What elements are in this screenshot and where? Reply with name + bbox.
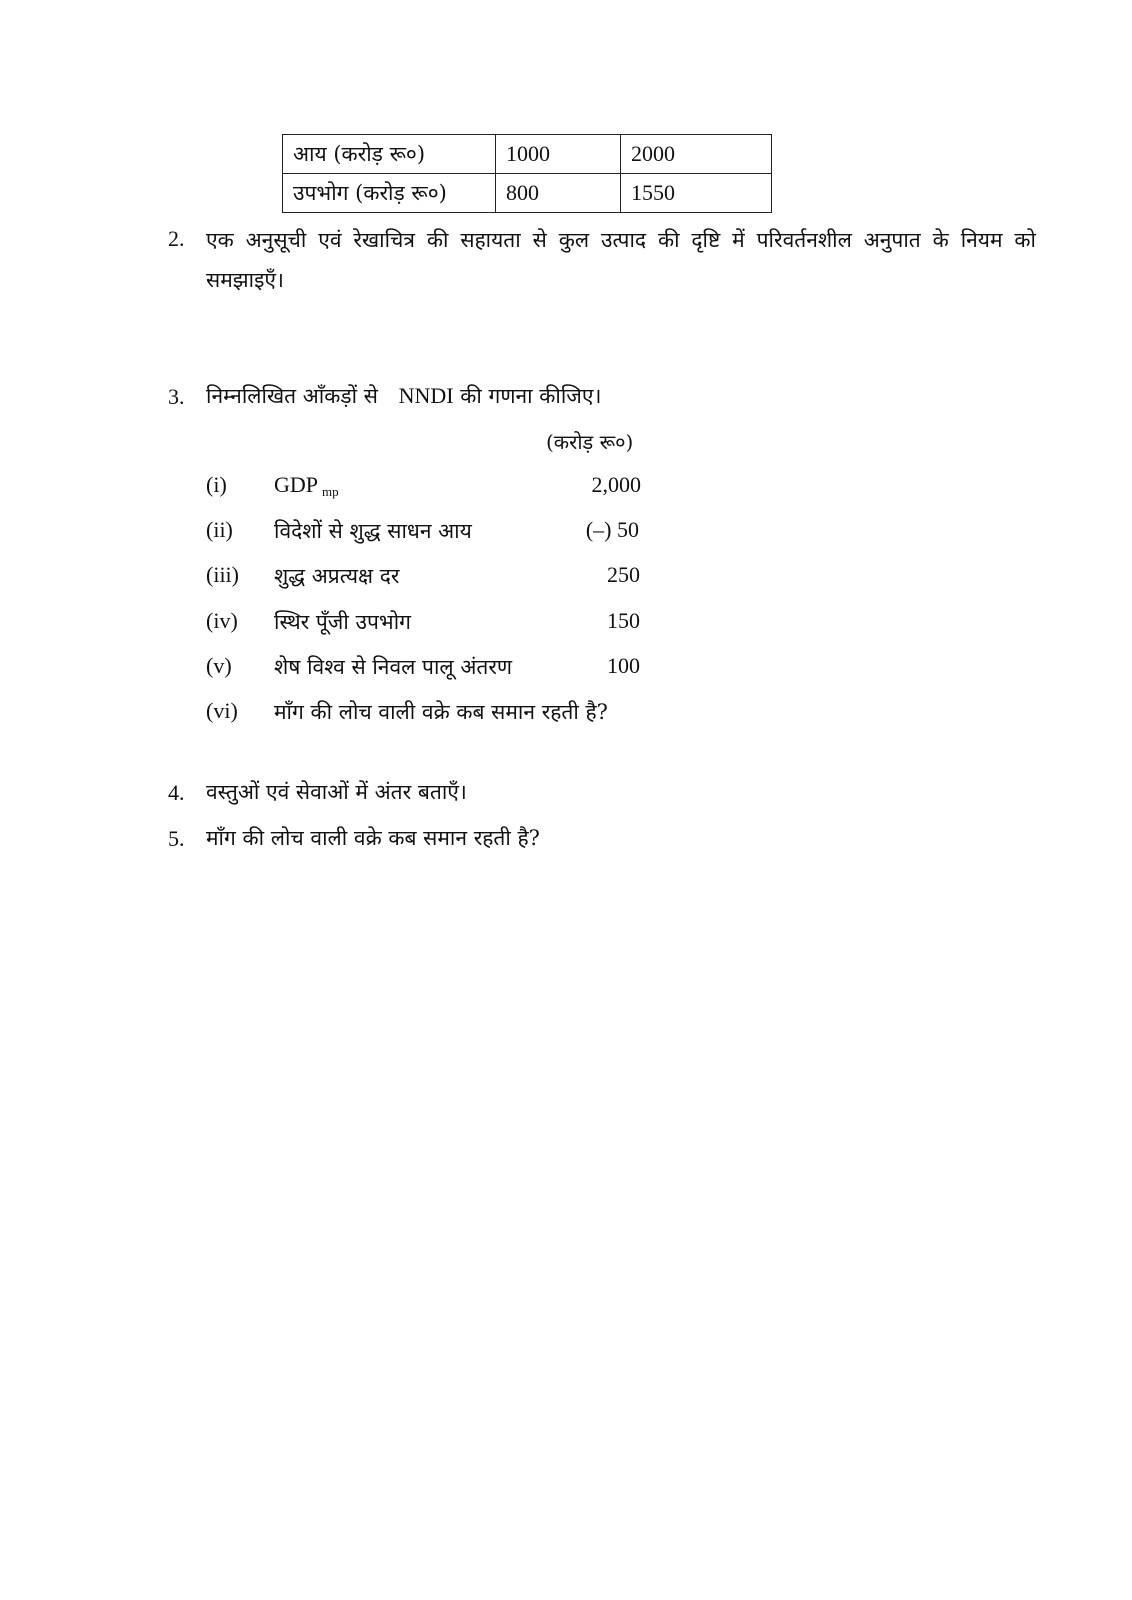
question-number: 4.: [168, 780, 185, 805]
table-cell-label: आय (करोड़ रू०): [283, 135, 496, 174]
nndi-abbreviation: NNDI: [398, 383, 454, 408]
income-consumption-table: [282, 134, 772, 213]
item-value: 250: [607, 562, 640, 587]
table-cell-value: 800: [496, 174, 621, 213]
item-text: माँग की लोच वाली वक्रे कब समान रहती है?: [274, 700, 608, 724]
item-numeral: (vi): [206, 698, 238, 723]
unit-label: (करोड़ रू०): [546, 430, 634, 454]
table-cell-value: 1550: [621, 174, 772, 213]
item-value: 150: [607, 608, 640, 633]
item-text: शुद्ध अप्रत्यक्ष दर: [274, 564, 400, 588]
item-numeral: (v): [206, 653, 232, 678]
question-number: 2.: [168, 226, 185, 251]
table-row: [283, 135, 772, 174]
list-item: [206, 649, 726, 689]
question-number: 5.: [168, 826, 185, 851]
list-item: [206, 694, 726, 734]
item-text: शेष विश्व से निवल पालू अंतरण: [274, 655, 513, 679]
question-4-text: वस्तुओं एवं सेवाओं में अंतर बताएँ।: [206, 780, 467, 804]
item-value: 100: [607, 653, 640, 678]
list-item: [206, 558, 726, 598]
item-text: [274, 472, 339, 500]
table-cell-label: उपभोग (करोड़ रू०): [283, 174, 496, 213]
question-3-text-after: की गणना कीजिए।: [460, 384, 602, 408]
item-numeral: (i): [206, 472, 227, 497]
item-numeral: (ii): [206, 517, 233, 542]
list-item: [206, 513, 726, 553]
item-numeral: (iii): [206, 562, 239, 587]
question-number: 3.: [168, 384, 185, 409]
question-2-text: एक अनुसूची एवं रेखाचित्र की सहायता से कुल उत्पाद की दृष्टि में परिवर्तनशील अनुपात के नियम को समझाइएँ।: [206, 228, 1036, 292]
item-value: 2,000: [591, 472, 641, 497]
question-5-text: माँग की लोच वाली वक्रे कब समान रहती है?: [206, 826, 540, 850]
item-text: विदेशों से शुद्ध साधन आय: [274, 519, 472, 543]
item-text: स्थिर पूँजी उपभोग: [274, 610, 411, 634]
list-item: [206, 468, 726, 508]
mp-subscript: mp: [322, 484, 339, 499]
list-item: [206, 604, 726, 644]
item-numeral: (iv): [206, 608, 238, 633]
question-3-text-before: निम्नलिखित आँकड़ों से: [206, 384, 378, 408]
question-3-text: [206, 376, 601, 416]
gdp-label: GDP: [274, 472, 319, 497]
table-row: [283, 174, 772, 213]
table-cell-value: 1000: [496, 135, 621, 174]
item-value: (–) 50: [585, 517, 639, 542]
table-cell-value: 2000: [621, 135, 772, 174]
